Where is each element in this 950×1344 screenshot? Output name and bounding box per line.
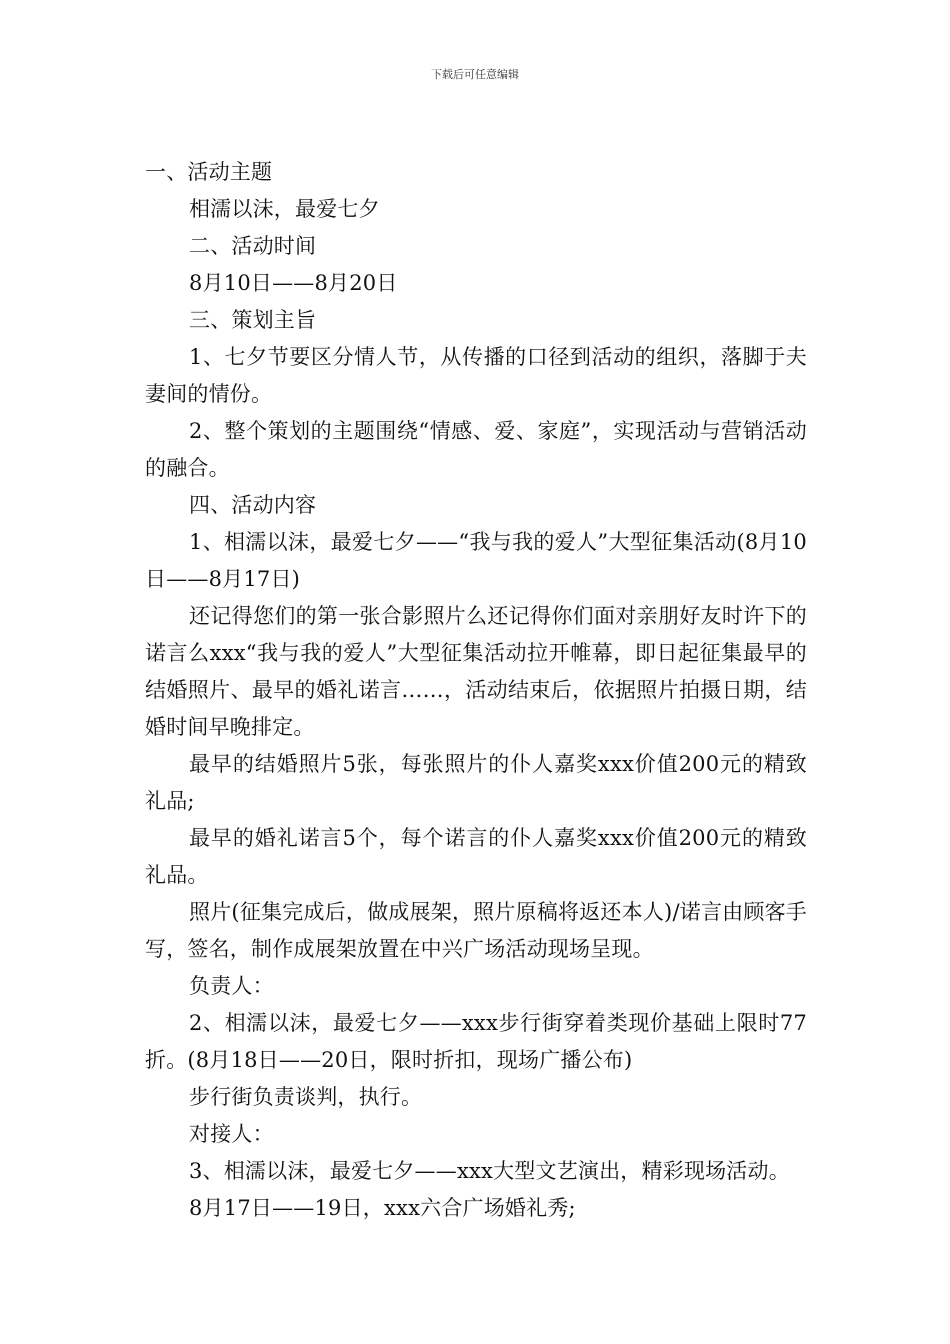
paragraph: 最早的婚礼诺言5个，每个诺言的仆人嘉奖xxx价值200元的精致礼品。 [145,826,807,887]
paragraph: 1、七夕节要区分情人节，从传播的口径到活动的组织，落脚于夫妻间的情份。 [145,345,807,406]
paragraph: 2、相濡以沫，最爱七夕——xxx步行街穿着类现价基础上限时77折。(8月18日——20日，限时折扣，现场广播公布) [145,1011,807,1072]
section-heading-content: 四、活动内容 [189,493,317,517]
section-heading-purpose: 三、策划主旨 [189,308,317,332]
document-body [145,154,807,1227]
paragraph: 相濡以沫，最爱七夕 [189,197,380,221]
paragraph: 3、相濡以沫，最爱七夕——xxx大型文艺演出，精彩现场活动。 [189,1159,790,1183]
paragraph: 照片(征集完成后，做成展架，照片原稿将返还本人)/诺言由顾客手写，签名，制作成展架放置在中兴广场活动现场呈现。 [145,900,807,961]
paragraph: 负责人： [189,974,274,998]
paragraph: 2、整个策划的主题围绕“情感、爱、家庭”，实现活动与营销活动的融合。 [145,419,807,480]
paragraph: 对接人： [189,1122,274,1146]
paragraph: 步行街负责谈判，执行。 [189,1085,423,1109]
paragraph: 还记得您们的第一张合影照片么还记得你们面对亲朋好友时许下的诺言么xxx“我与我的爱人”大型征集活动拉开帷幕，即日起征集最早的结婚照片、最早的婚礼诺言……，活动结束后，依据照片拍摄日期，结婚时间早晚排定。 [145,604,807,739]
paragraph: 1、相濡以沫，最爱七夕——“我与我的爱人”大型征集活动(8月10日——8月17日) [145,530,807,591]
paragraph: 8月10日——8月20日 [189,271,398,295]
section-heading-time: 二、活动时间 [189,234,317,258]
paragraph: 8月17日——19日，xxx六合广场婚礼秀; [189,1196,576,1220]
paragraph: 最早的结婚照片5张，每张照片的仆人嘉奖xxx价值200元的精致礼品; [145,752,807,813]
header-note: 下载后可任意编辑 [431,68,519,81]
section-heading-theme: 一、活动主题 [145,160,273,184]
